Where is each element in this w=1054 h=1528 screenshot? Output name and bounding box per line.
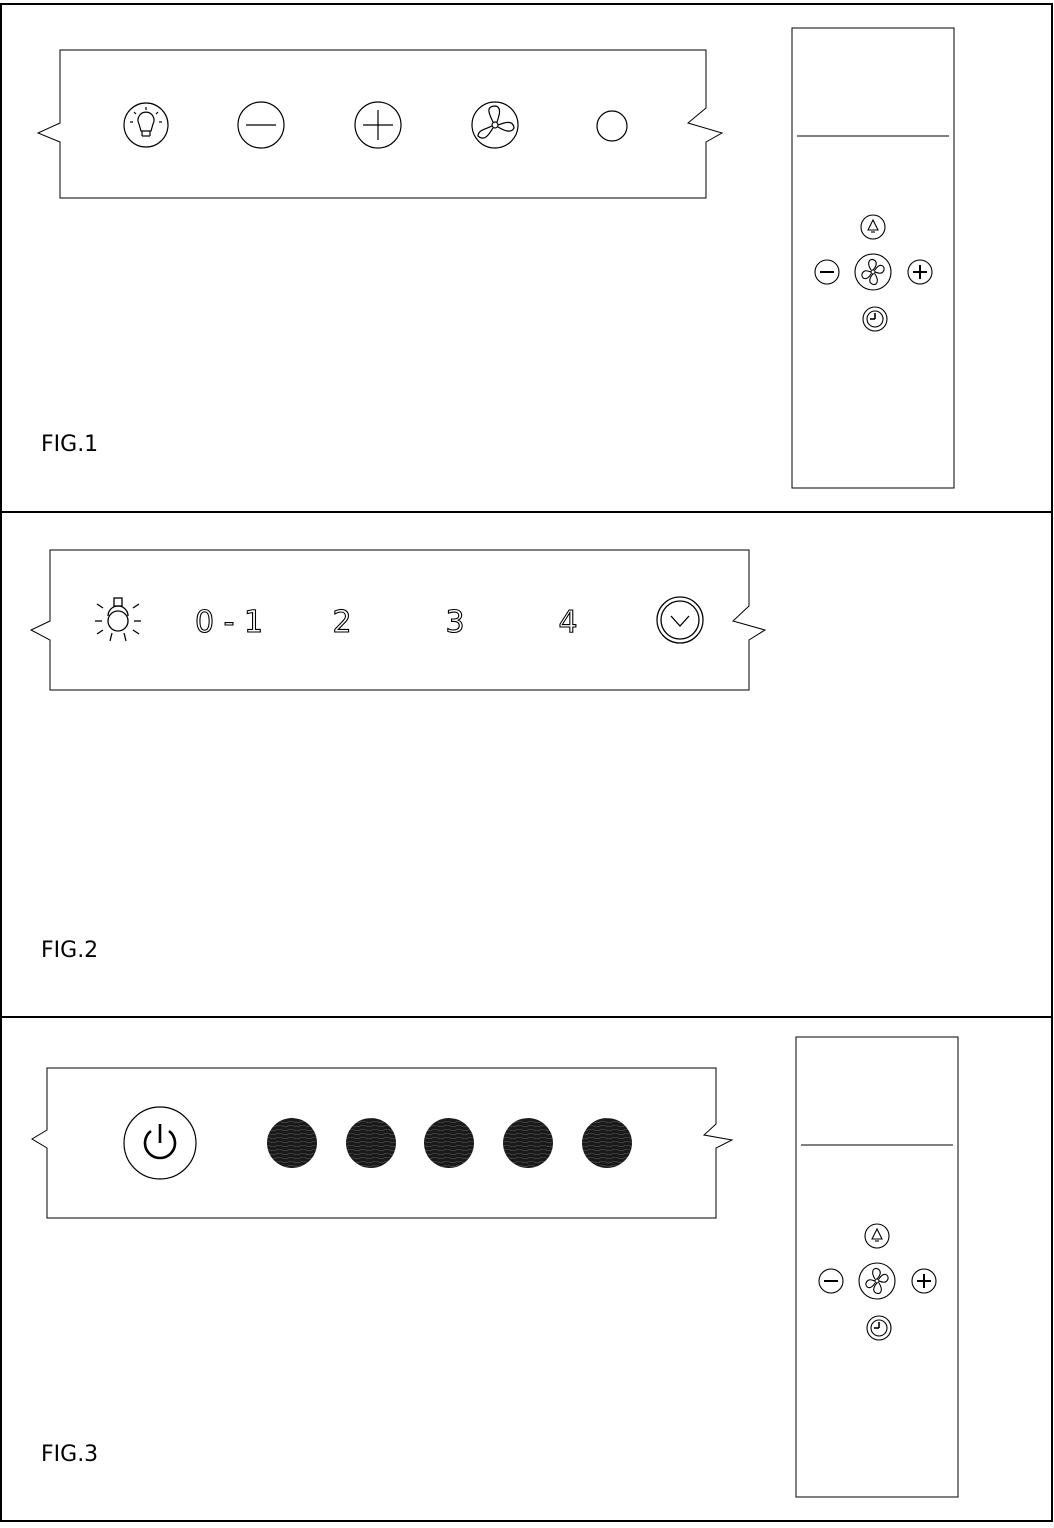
- fig2-label: FIG.2: [41, 938, 99, 963]
- indicator-light: [597, 111, 627, 141]
- fig3-label: FIG.3: [41, 1442, 99, 1467]
- outer-frame: [1, 4, 1052, 1521]
- speed-label-4[interactable]: 4: [558, 605, 578, 640]
- fig1-remote-body: [792, 28, 954, 488]
- fig3-remote-keypad: [819, 1224, 936, 1340]
- speed-button[interactable]: [582, 1118, 632, 1168]
- fan-icon[interactable]: [855, 254, 891, 290]
- bulb-icon[interactable]: [865, 1224, 889, 1248]
- timer-icon[interactable]: [657, 597, 703, 643]
- fig1-control-panel: [38, 50, 722, 198]
- speed-label-3[interactable]: 3: [445, 605, 465, 640]
- plus-icon[interactable]: [912, 1269, 936, 1293]
- clock-icon[interactable]: [867, 1316, 891, 1340]
- plus-icon[interactable]: [355, 102, 401, 148]
- light-icon[interactable]: [95, 598, 141, 641]
- minus-icon[interactable]: [238, 102, 284, 148]
- speed-button[interactable]: [346, 1118, 396, 1168]
- speed-button[interactable]: [267, 1118, 317, 1168]
- fig3-remote-body: [796, 1037, 958, 1497]
- speed-buttons: [267, 1118, 632, 1168]
- fig1-label: FIG.1: [41, 432, 99, 457]
- clock-icon[interactable]: [863, 307, 887, 331]
- speed-button[interactable]: [503, 1118, 553, 1168]
- minus-icon[interactable]: [819, 1269, 843, 1293]
- speed-label-2[interactable]: 2: [332, 605, 352, 640]
- fan-icon[interactable]: [859, 1263, 895, 1299]
- speed-labels: [195, 605, 578, 640]
- bulb-icon[interactable]: [861, 215, 885, 239]
- speed-label-0-1[interactable]: 0 - 1: [194, 605, 264, 640]
- fig2-control-panel: [31, 550, 765, 690]
- power-icon[interactable]: [124, 1107, 196, 1179]
- speed-button[interactable]: [424, 1118, 474, 1168]
- minus-icon[interactable]: [815, 260, 839, 284]
- fig1-remote-keypad: [815, 215, 932, 331]
- plus-icon[interactable]: [908, 260, 932, 284]
- bulb-icon[interactable]: [124, 103, 168, 147]
- fan-icon[interactable]: [472, 102, 518, 148]
